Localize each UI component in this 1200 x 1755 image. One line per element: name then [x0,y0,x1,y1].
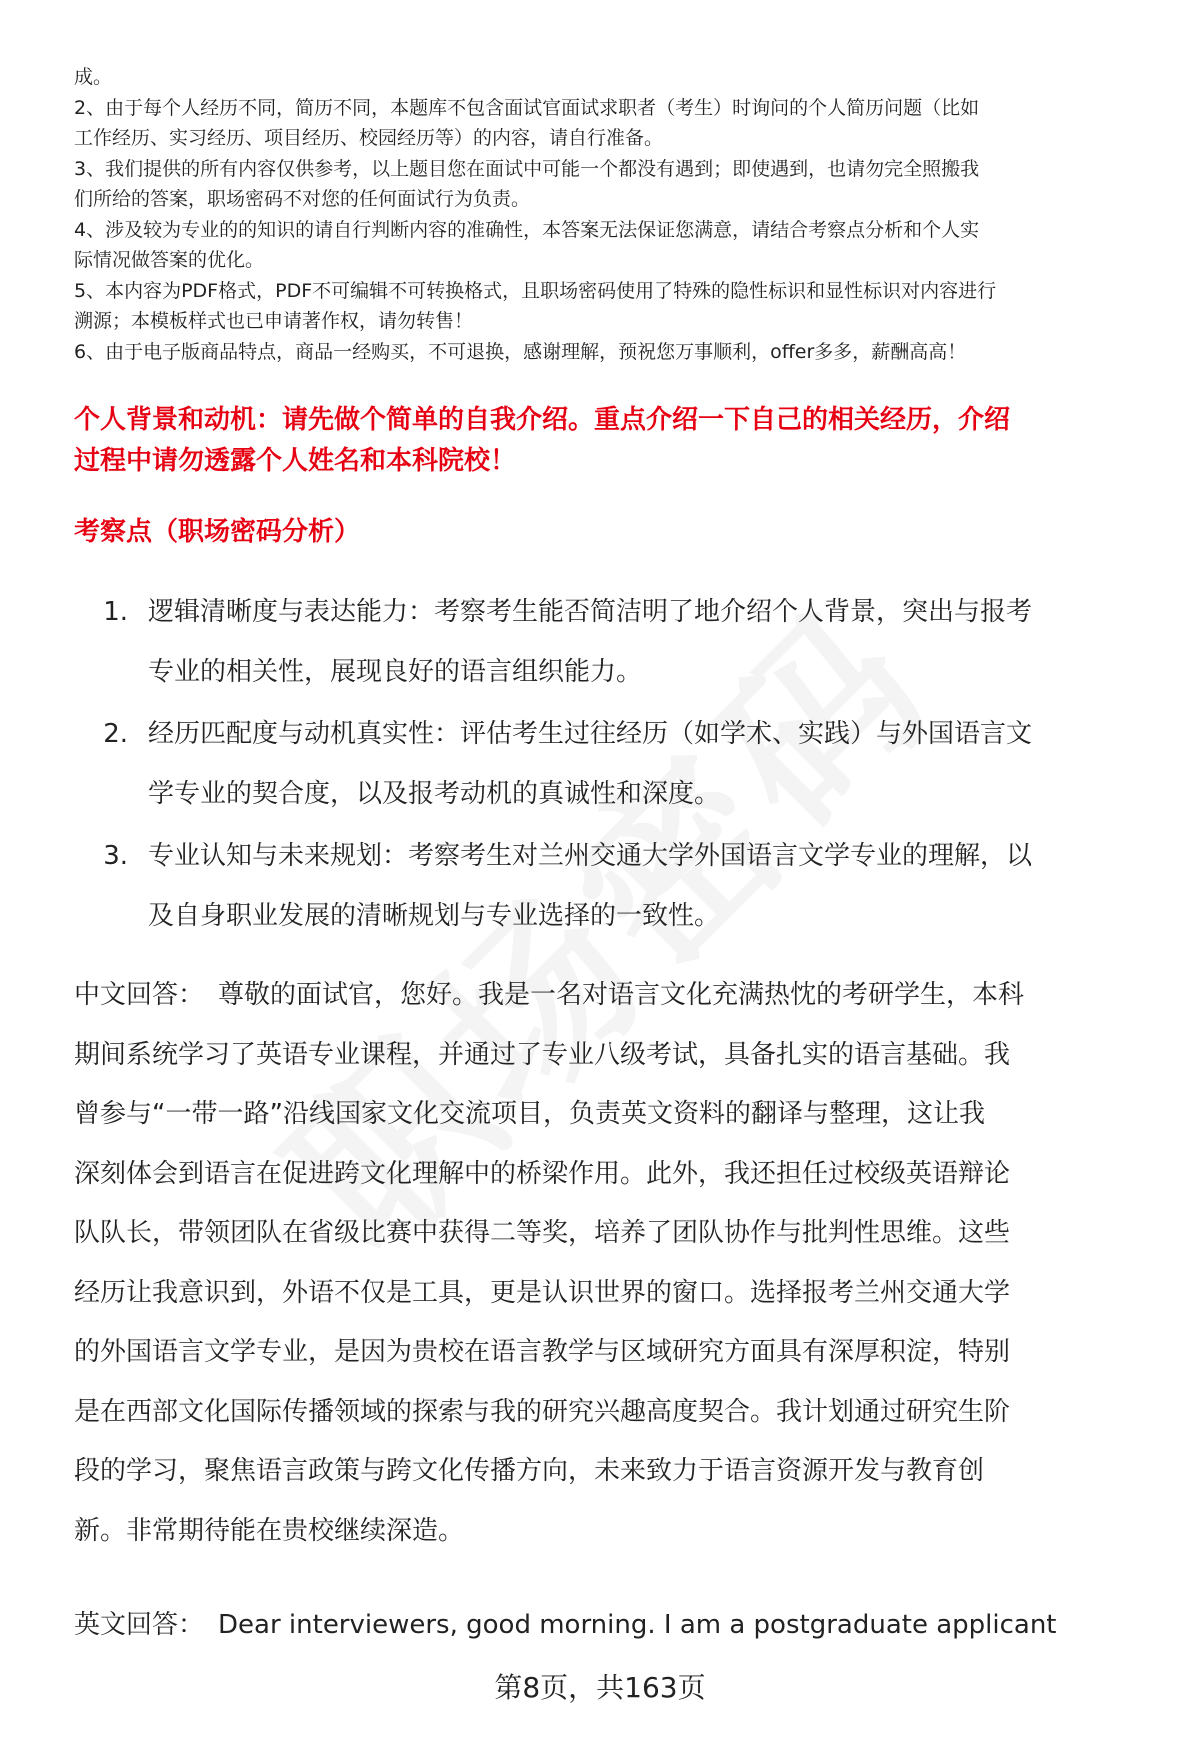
answer-line: 深刻体会到语言在促进跨文化理解中的桥梁作用。此外，我还担任过校级英语辩论 [74,1158,1011,1189]
note-line: 6、由于电子版商品特点，商品一经购买，不可退换，感谢理解，预祝您万事顺利，offer多多，薪酬高高！ [74,340,967,363]
chinese-answer-label: 中文回答： [74,980,205,1010]
note-line: 们所给的答案，职场密码不对您的任何面试行为负责。 [74,188,531,210]
answer-line: 期间系统学习了英语专业课程，并通过了专业八级考试，具备扎实的语言基础。我 [74,1039,1011,1070]
point-line: 专业的相关性，展现良好的语言组织能力。 [148,657,643,687]
point-line: 专业认知与未来规划：考察考生对兰州交通大学外国语言文学专业的理解，以 [148,841,1033,871]
point-text [148,826,1032,946]
note-line: 际情况做答案的优化。 [74,249,265,271]
analysis-heading: 考察点（职场密码分析） [74,517,361,547]
note-line: 4、涉及较为专业的的知识的请自行判断内容的准确性，本答案无法保证您满意，请结合考察点分析和个人实 [74,218,980,241]
point-number: 2. [103,719,128,749]
list-item [74,704,1154,824]
chinese-answer [74,966,1160,1561]
answer-line: 段的学习，聚焦语言政策与跨文化传播方向，未来致力于语言资源开发与教育创 [74,1456,985,1486]
point-line: 及自身职业发展的清晰规划与专业选择的一致性。 [148,901,721,931]
answer-line [74,966,1160,1026]
answer-line: 新。非常期待能在贵校继续深造。 [74,1515,465,1546]
note-line: 2、由于每个人经历不同，简历不同，本题库不包含面试官面试求职者（考生）时询问的个人简历问题（比如 [74,96,980,119]
question-line: 过程中请勿透露个人姓名和本科院校！ [74,446,517,476]
point-text [148,704,1032,824]
note-line: 溯源；本模板样式也已申请著作权，请勿转售！ [74,310,474,332]
point-line: 学专业的契合度，以及报考动机的真诚性和深度。 [148,779,721,809]
list-item [74,582,1154,702]
point-number: 3. [103,841,128,871]
answer-line: 经历让我意识到，外语不仅是工具，更是认识世界的窗口。选择报考兰州交通大学 [74,1277,1011,1308]
answer-text: Dear interviewers, good morning. I am a postgraduate applicant [218,1610,1057,1640]
list-item [74,826,1154,946]
point-number: 1. [103,597,128,627]
answer-line: 曾参与“一带一路”沿线国家文化交流项目，负责英文资料的翻译与整理，这让我 [74,1099,985,1129]
english-answer [74,1596,1160,1656]
note-line: 3、我们提供的所有内容仅供参考，以上题目您在面试中可能一个都没有遇到；即使遇到，也请勿完全照搬我 [74,157,980,180]
question-line: 个人背景和动机：请先做个简单的自我介绍。重点介绍一下自己的相关经历，介绍 [74,405,1011,435]
note-line: 成。 [74,66,113,88]
answer-line: 的外国语言文学专业，是因为贵校在语言教学与区域研究方面具有深厚积淀，特别 [74,1337,1011,1367]
answer-text: 尊敬的面试官，您好。我是一名对语言文化充满热忱的考研学生，本科 [218,980,1025,1010]
point-line: 经历匹配度与动机真实性：评估考生过往经历（如学术、实践）与外国语言文 [148,719,1033,749]
english-answer-label: 英文回答： [74,1610,205,1640]
point-line: 逻辑清晰度与表达能力：考察考生能否简洁明了地介绍个人背景，突出与报考 [148,597,1033,627]
point-text [148,582,1032,702]
answer-line: 队队长，带领团队在省级比赛中获得二等奖，培养了团队协作与批判性思维。这些 [74,1218,1011,1248]
analysis-points-list [74,582,1154,948]
page-number-footer: 第8页，共163页 [494,1671,706,1704]
note-line: 工作经历、实习经历、项目经历、校园经历等）的内容，请自行准备。 [74,127,664,149]
notes-section [74,62,1154,367]
note-line: 5、本内容为PDF格式，PDF不可编辑不可转换格式，且职场密码使用了特殊的隐性标识和显性标识对内容进行 [74,279,997,302]
answer-line: 是在西部文化国际传播领域的探索与我的研究兴趣高度契合。我计划通过研究生阶 [74,1396,1011,1427]
question-heading [74,400,1154,482]
